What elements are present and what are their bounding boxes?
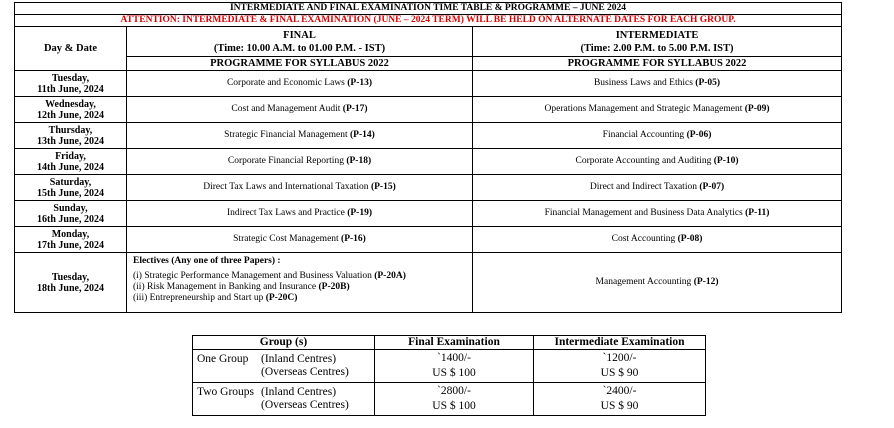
day: Monday, — [51, 228, 90, 240]
date-cell — [15, 227, 127, 253]
inter-code: (P-11) — [745, 208, 770, 218]
fees-group-header: Group (s) — [193, 336, 375, 350]
table-row — [15, 201, 842, 227]
day: Sunday, — [53, 202, 88, 214]
inter-subject: Direct and Indirect Taxation — [589, 182, 697, 192]
inter-subject: Financial Management and Business Data Analytics — [544, 208, 743, 218]
elective-item: (i) Strategic Performance Management and Business Valuation (P-20A) — [133, 271, 406, 281]
date: 17th June, 2024 — [37, 239, 104, 251]
electives-heading: Electives (Any one of three Papers) : — [133, 256, 281, 266]
final-subject: Strategic Financial Management — [224, 130, 348, 140]
final-subject: Corporate and Economic Laws — [226, 78, 345, 88]
inter-subject-cell — [473, 227, 842, 253]
date-cell — [15, 175, 127, 201]
fees-table — [192, 335, 706, 416]
inter-subject-cell — [473, 97, 842, 123]
inter-subject-cell — [473, 201, 842, 227]
final-code: (P-15) — [370, 182, 396, 192]
final-programme: PROGRAMME FOR SYLLABUS 2022 — [127, 57, 473, 71]
inter-subject-cell — [473, 175, 842, 201]
final-subject-cell — [127, 123, 473, 149]
table-row — [15, 149, 842, 175]
final-subject: Direct Tax Laws and International Taxation — [203, 182, 369, 192]
inter-time: (Time: 2.00 P.M. to 5.00 P.M. IST) — [580, 42, 734, 54]
date: 13th June, 2024 — [37, 135, 104, 147]
date-cell — [15, 149, 127, 175]
final-time: (Time: 10.00 A.M. to 01.00 P.M. - IST) — [213, 42, 386, 54]
final-code: (P-19) — [347, 208, 373, 218]
final-subject: Indirect Tax Laws and Practice — [226, 208, 345, 218]
final-subject-cell — [127, 175, 473, 201]
table-row-last — [15, 253, 842, 313]
date: 18th June, 2024 — [37, 282, 104, 294]
inter-subject: Financial Accounting — [602, 130, 685, 140]
inter-code: (P-12) — [693, 277, 719, 287]
date-cell — [15, 253, 127, 313]
inter-code: (P-05) — [695, 78, 721, 88]
inter-subject: Cost Accounting — [611, 234, 676, 244]
final-fee-cell: `2800/- US $ 100 — [375, 383, 534, 416]
elective-item: (iii) Entrepreneurship and Start up (P-20C) — [133, 293, 298, 303]
day: Saturday, — [49, 176, 92, 188]
final-code: (P-17) — [342, 104, 368, 114]
inter-subject: Business Laws and Ethics — [593, 78, 693, 88]
final-header — [127, 27, 473, 57]
fees-final-header: Final Examination — [375, 336, 534, 350]
timetable-title: INTERMEDIATE AND FINAL EXAMINATION TIME TABLE & PROGRAMME – JUNE 2024 — [15, 3, 842, 15]
inter-subject-cell — [473, 149, 842, 175]
inter-subject-cell — [473, 123, 842, 149]
date: 12th June, 2024 — [37, 109, 104, 121]
inter-programme: PROGRAMME FOR SYLLABUS 2022 — [473, 57, 842, 71]
table-row — [15, 97, 842, 123]
date-cell — [15, 71, 127, 97]
day: Tuesday, — [51, 72, 90, 84]
fees-row — [193, 350, 706, 383]
electives-cell — [127, 253, 473, 313]
table-row — [15, 123, 842, 149]
final-subject-cell — [127, 201, 473, 227]
inter-code: (P-06) — [686, 130, 712, 140]
inter-code: (P-09) — [744, 104, 770, 114]
day: Tuesday, — [51, 271, 90, 283]
date-cell — [15, 97, 127, 123]
inter-header — [473, 27, 842, 57]
inter-code: (P-08) — [677, 234, 703, 244]
group-cell: One Group (Inland Centres) (Overseas Centres) — [193, 350, 375, 383]
date: 14th June, 2024 — [37, 161, 104, 173]
final-subject-cell — [127, 227, 473, 253]
table-row — [15, 175, 842, 201]
day: Wednesday, — [45, 98, 96, 110]
inter-code: (P-07) — [699, 182, 725, 192]
final-fee-cell: `1400/- US $ 100 — [375, 350, 534, 383]
inter-fee-cell: `1200/- US $ 90 — [534, 350, 706, 383]
final-subject-cell — [127, 149, 473, 175]
final-subject: Cost and Management Audit — [231, 104, 341, 114]
inter-title: INTERMEDIATE — [615, 29, 699, 41]
day: Thursday, — [48, 124, 93, 136]
elective-item: (ii) Risk Management in Banking and Insurance (P-20B) — [133, 282, 350, 292]
final-code: (P-14) — [350, 130, 375, 140]
inter-subject: Management Accounting — [595, 277, 692, 287]
attention-notice: ATTENTION: INTERMEDIATE & FINAL EXAMINATION (JUNE – 2024 TERM) WILL BE HELD ON ALTERNATE DATES FOR EACH GROUP. — [15, 15, 842, 27]
final-subject: Strategic Cost Management — [233, 234, 339, 244]
final-code: (P-16) — [341, 234, 366, 244]
date: 15th June, 2024 — [37, 187, 104, 199]
day: Friday, — [55, 150, 86, 162]
table-row — [15, 227, 842, 253]
inter-code: (P-10) — [713, 156, 739, 166]
date-cell — [15, 201, 127, 227]
final-code: (P-18) — [346, 156, 372, 166]
day-date-header: Day & Date — [15, 27, 127, 71]
inter-subject: Operations Management and Strategic Management — [544, 104, 743, 114]
final-subject-cell — [127, 97, 473, 123]
group-cell: Two Groups (Inland Centres) (Overseas Centres) — [193, 383, 375, 416]
final-title: FINAL — [283, 29, 316, 41]
inter-subject-cell — [473, 71, 842, 97]
inter-fee-cell: `2400/- US $ 90 — [534, 383, 706, 416]
inter-subject: Corporate Accounting and Auditing — [575, 156, 712, 166]
final-code: (P-13) — [347, 78, 373, 88]
date-cell — [15, 123, 127, 149]
fees-row — [193, 383, 706, 416]
fees-inter-header: Intermediate Examination — [534, 336, 706, 350]
inter-subject-cell — [473, 253, 842, 313]
final-subject-cell — [127, 71, 473, 97]
final-subject: Corporate Financial Reporting — [227, 156, 344, 166]
timetable — [14, 2, 842, 313]
table-row — [15, 71, 842, 97]
date: 16th June, 2024 — [37, 213, 104, 225]
date: 11th June, 2024 — [37, 83, 104, 95]
